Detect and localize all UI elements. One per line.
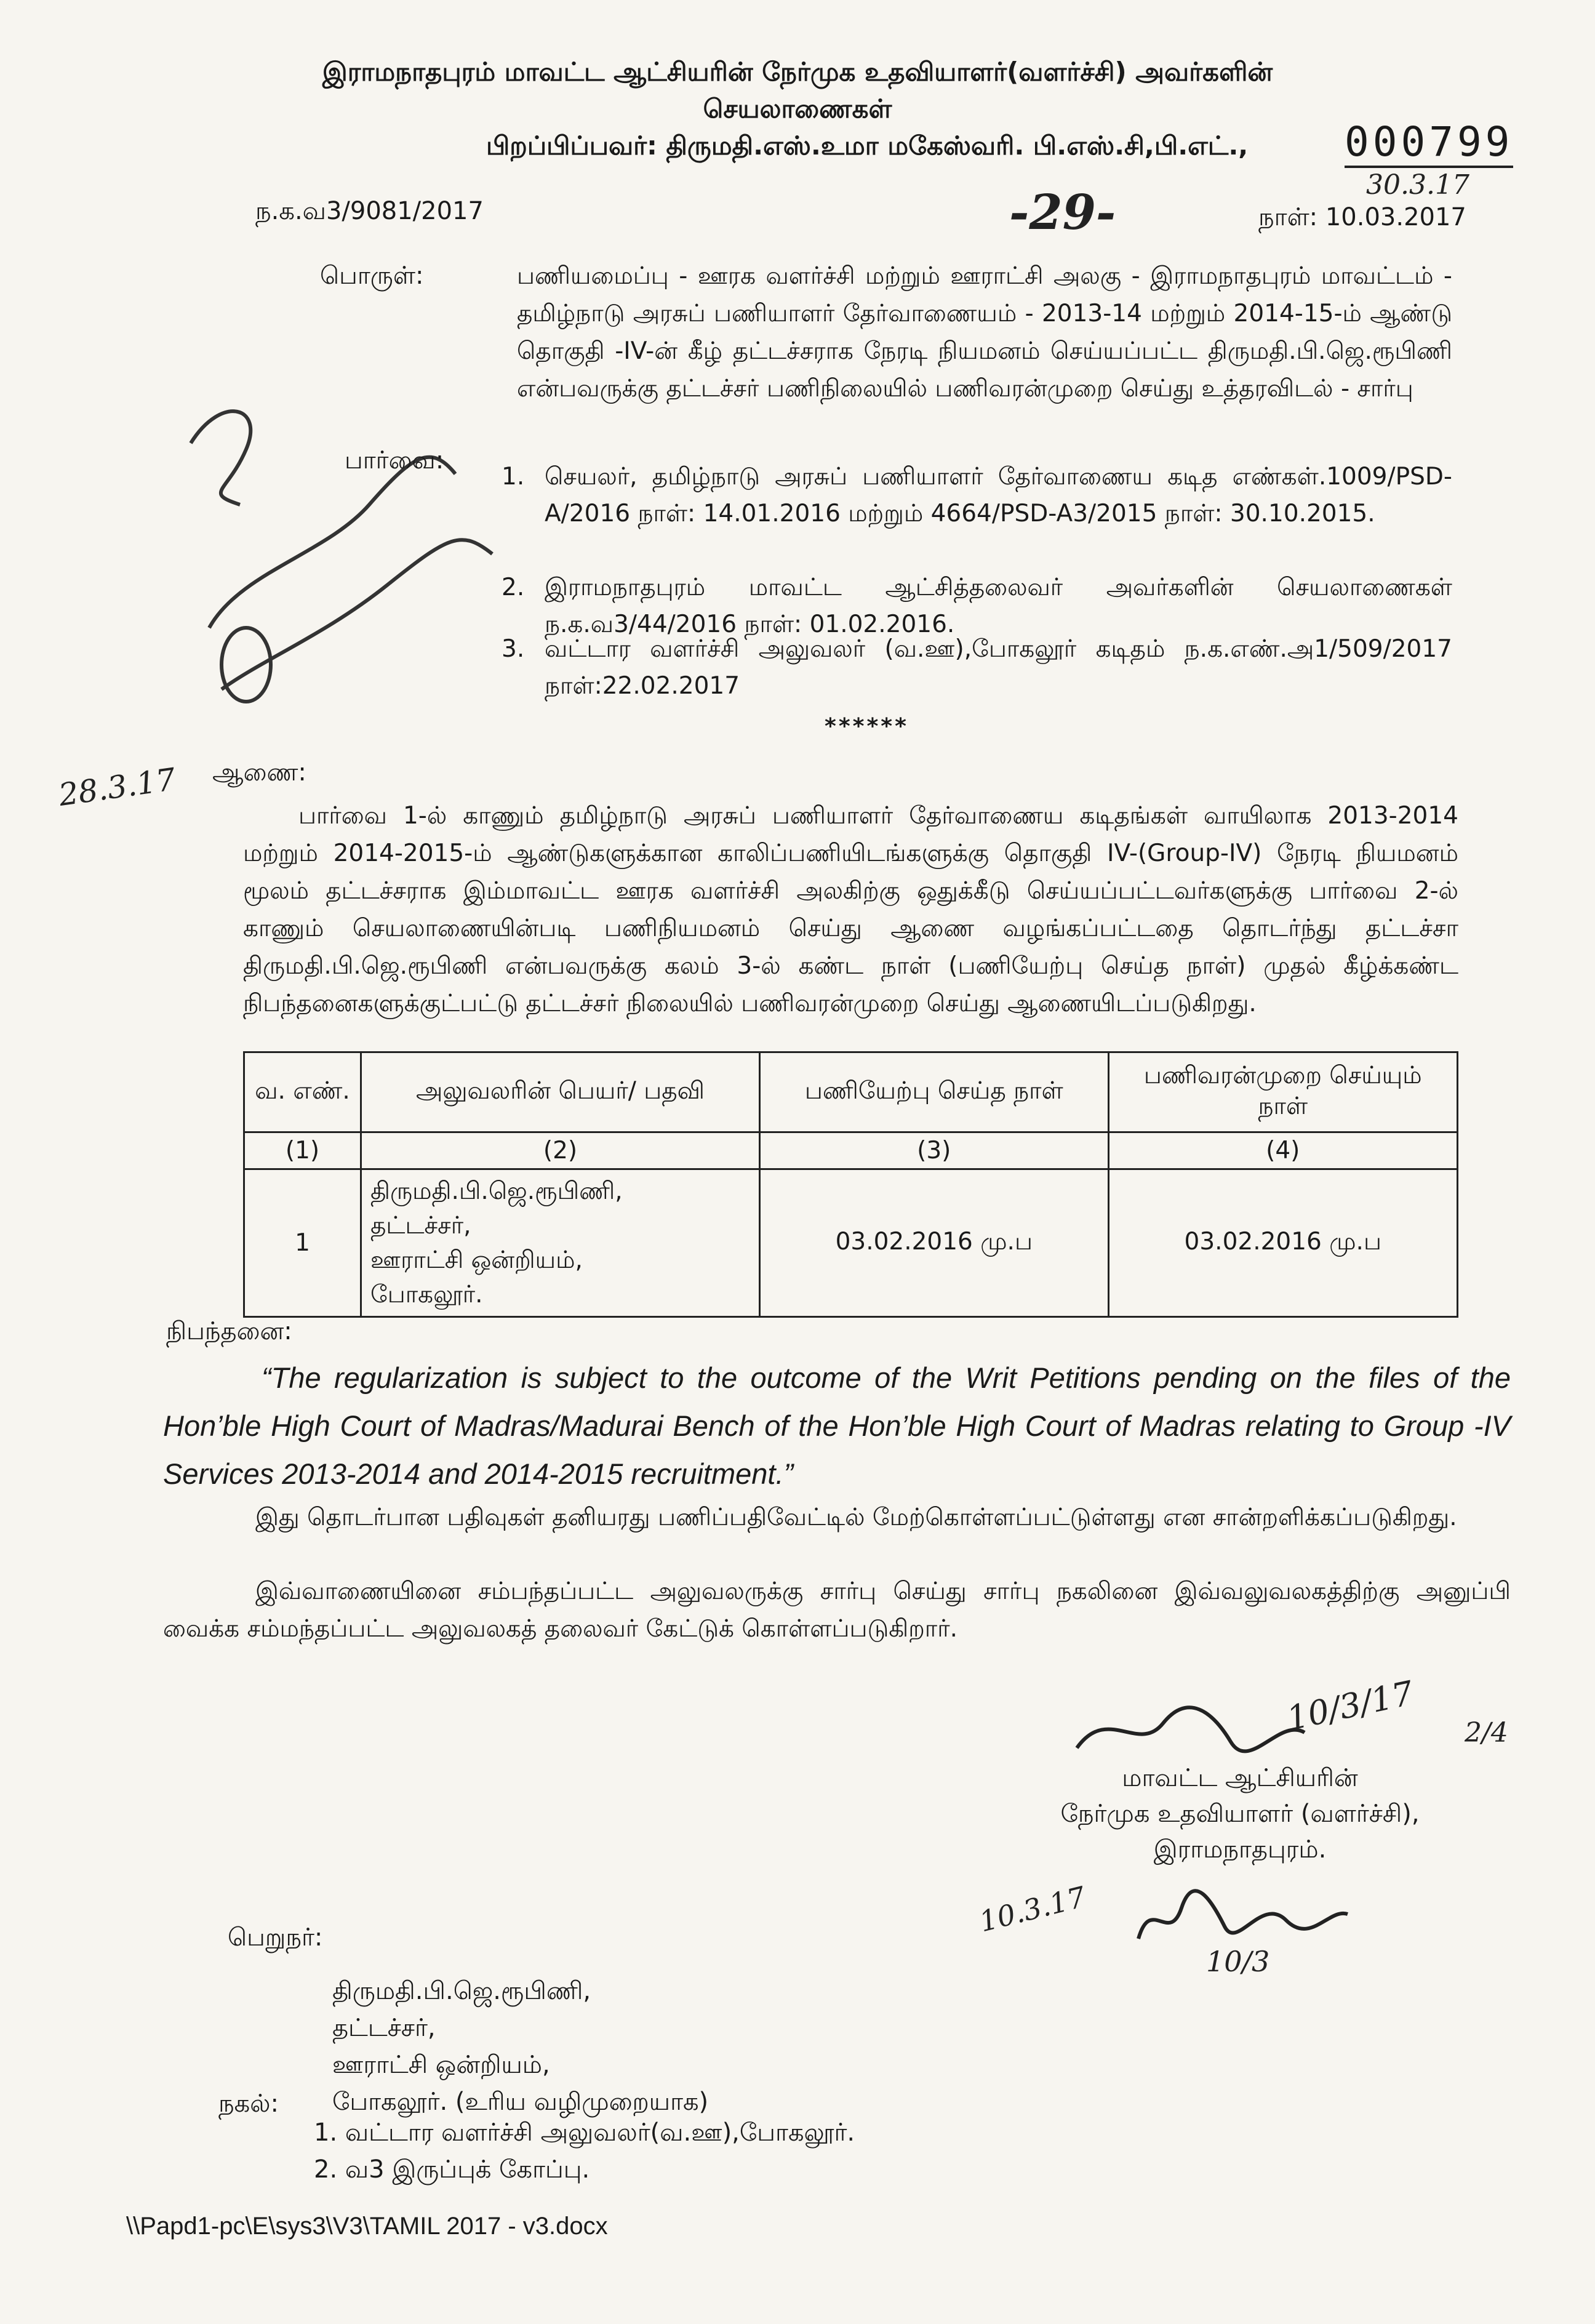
order-date: நாள்: 10.03.2017 xyxy=(1258,203,1466,231)
table-cell-sno: 1 xyxy=(244,1169,361,1317)
subject-text: பணியமைப்பு - ஊரக வளர்ச்சி மற்றும் ஊராட்சி அலகு - இராமநாதபுரம் மாவட்டம் - தமிழ்நாடு அரசுப் பணியாளர் தேர்வாணையம் - 2013-14 மற்றும் 2014-15-ம் ஆண்டு தொகுதி -IV-ன் கீழ் தட்டச்சராக நேரடி நியமனம் செய்யப்பட்ட திருமதி.பி.ஜெ.ரூபிணி என்பவருக்கு தட்டச்சர் பணிநிலையில் பணிவரன்முறை செய்து உத்தரவிடல் - சார்பு xyxy=(517,262,1452,403)
references-label: பார்வை: xyxy=(345,446,444,475)
table-colnum-4: (4) xyxy=(1108,1132,1457,1169)
name-line-4: போகலூர். xyxy=(370,1280,483,1308)
subject-label: பொருள்: xyxy=(320,262,424,290)
table-header-name: அலுவலரின் பெயர்/ பதவி xyxy=(361,1052,760,1132)
condition-english-text: “The regularization is subject to the outcome of the Writ Petitions pending on the files of the Hon’ble High Court of Madras/Madurai Bench of the Hon’ble High Court of Madras relating to Group -IV Services 2013-2014 and 2014-2015 recruitment.” xyxy=(163,1361,1511,1490)
order-hand-date: 28.3.17 xyxy=(56,761,178,813)
reference-number: ந.க.வ3/9081/2017 xyxy=(255,197,484,225)
serial-number: 000799 xyxy=(1345,118,1513,168)
table-header-sno: வ. எண். xyxy=(244,1052,361,1132)
recipient-label: பெறுநர்: xyxy=(228,1923,323,1952)
header-title-line1: இராமநாதபுரம் மாவட்ட ஆட்சியரின் நேர்முக உதவியாளர்(வளர்ச்சி) அவர்களின் xyxy=(322,57,1273,87)
reference-item-3 xyxy=(502,631,1452,705)
signature-hand-date: 10/3/17 xyxy=(1283,1673,1417,1738)
table-row xyxy=(244,1169,1458,1317)
copy-list xyxy=(314,2114,855,2188)
copy-item-2: 2. வ3 இருப்புக் கோப்பு. xyxy=(314,2155,590,2184)
condition-para-records: இது தொடர்பான பதிவுகள் தனியரது பணிப்பதிவேட்டில் மேற்கொள்ளப்பட்டுள்ளது என சான்றளிக்கப்படுகிறது. xyxy=(255,1504,1457,1531)
table-colnum-2: (2) xyxy=(361,1132,760,1169)
signature-hand-date-2: 10.3.17 xyxy=(976,1880,1089,1939)
name-line-2: தட்டச்சர், xyxy=(370,1211,471,1240)
table-header-join-date: பணியேற்பு செய்த நாள் xyxy=(760,1052,1109,1132)
initials-scribble xyxy=(1132,1883,1354,1951)
table-cell-join-date: 03.02.2016 மு.ப xyxy=(760,1169,1109,1317)
table-cell-reg-date: 03.02.2016 மு.ப xyxy=(1108,1169,1457,1317)
recipient-line-4: போகலூர். (உரிய வழிமுறையாக) xyxy=(332,2088,709,2116)
signature-line-3: இராமநாதபுரம். xyxy=(1153,1835,1327,1864)
table-colnum-1: (1) xyxy=(244,1132,361,1169)
signature-hand-date-3: 10/3 xyxy=(1206,1945,1270,1978)
reference-item-2-number: 2. xyxy=(502,574,525,601)
reference-item-2-text: இராமநாதபுரம் மாவட்ட ஆட்சித்தலைவர் அவர்களின் செயலாணைகள் ந.க.வ3/44/2016 நாள்: 01.02.2016. xyxy=(545,574,1452,638)
order-label: ஆணை: xyxy=(212,758,306,787)
recipient-line-3: ஊராட்சி ஒன்றியம், xyxy=(332,2051,550,2079)
copy-item-1: 1. வட்டார வளர்ச்சி அலுவலர்(வ.ஊ),போகலூர். xyxy=(314,2118,855,2147)
signature-block xyxy=(978,1760,1501,1867)
reference-item-1-text: செயலர், தமிழ்நாடு அரசுப் பணியாளர் தேர்வாணைய கடித எண்கள்.1009/PSD-A/2016 நாள்: 14.01.2016 மற்றும் 4664/PSD-A3/2015 நாள்: 30.10.2015. xyxy=(545,463,1452,527)
table-colnum-3: (3) xyxy=(760,1132,1109,1169)
hand-number: -29- xyxy=(1009,185,1116,241)
margin-handwriting-scribble xyxy=(166,369,511,739)
reference-item-1 xyxy=(502,459,1452,569)
recipient-line-1: திருமதி.பி.ஜெ.ரூபிணி, xyxy=(332,1977,591,2005)
name-line-1: திருமதி.பி.ஜெ.ரூபிணி, xyxy=(370,1177,623,1205)
regularization-table xyxy=(243,1051,1458,1318)
copy-label: நகல்: xyxy=(218,2090,279,2118)
header-title-line2: செயலாணைகள் xyxy=(703,94,892,124)
reference-item-1-number: 1. xyxy=(502,463,525,491)
footer-file-path: \\Papd1-pc\E\sys3\V3\TAMIL 2017 - v3.docx xyxy=(126,2213,608,2240)
name-line-3: ஊராட்சி ஒன்றியம், xyxy=(370,1246,583,1274)
recipient-line-2: தட்டச்சர், xyxy=(332,2014,436,2042)
reference-item-3-text: வட்டார வளர்ச்சி அலுவலர் (வ.ஊ),போகலூர் கடிதம் ந.க.எண்.அ1/509/2017 நாள்:22.02.2017 xyxy=(545,635,1452,700)
signature-line-1: மாவட்ட ஆட்சியரின் xyxy=(1122,1764,1358,1792)
recipient-address xyxy=(332,1973,708,2120)
order-paragraph: பார்வை 1-ல் காணும் தமிழ்நாடு அரசுப் பணியாளர் தேர்வாணைய கடிதங்கள் வாயிலாக 2013-2014 மற்றும் 2014-2015-ம் ஆண்டுகளுக்கான காலிப்பணியிடங்களுக்கு தொகுதி IV-(Group-IV) நேரடி நியமனம் மூலம் தட்டச்சராக இம்மாவட்ட ஊரக வளர்ச்சி அலகிற்கு ஒதுக்கீடு செய்யப்பட்டவர்களுக்கு பார்வை 2-ல் காணும் செயலாணையின்படி பணிநியமனம் செய்து ஆணை வழங்கப்பட்டதை தொடர்ந்து தட்டச்சா திருமதி.பி.ஜெ.ரூபிணி என்பவருக்கு கலம் 3-ல் கண்ட நாள் (பணியேற்பு செய்த நாள்) முதல் கீழ்க்கண்ட நிபந்தனைகளுக்குட்பட்டு தட்டச்சர் நிலையில் பணிவரன்முறை செய்து ஆணையிடப்படுகிறது. xyxy=(243,802,1458,1017)
serial-hand-date: 30.3.17 xyxy=(1366,169,1469,201)
signature-line-2: நேர்முக உதவியாளர் (வளர்ச்சி), xyxy=(1060,1800,1420,1828)
condition-para-request: இவ்வாணையினை சம்பந்தப்பட்ட அலுவலருக்கு சார்பு செய்து சார்பு நகலினை இவ்வலுவலகத்திற்கு அனுப்பி வைக்க சம்மந்தப்பட்ட அலுவலகத் தலைவர் கேட்டுக் கொள்ளப்படுகிறார். xyxy=(163,1577,1511,1643)
condition-label: நிபந்தனை: xyxy=(166,1317,292,1345)
table-header-reg-date: பணிவரன்முறை செய்யும் நாள் xyxy=(1108,1052,1457,1132)
signature-hand-mark: 2/4 xyxy=(1465,1717,1508,1749)
separator-stars: ****** xyxy=(825,714,909,739)
table-cell-name xyxy=(361,1169,760,1317)
reference-item-3-number: 3. xyxy=(502,635,525,663)
header-issuer: பிறப்பிப்பவர்: திருமதி.எஸ்.உமா மகேஸ்வரி. பி.எஸ்.சி,பி.எட்., xyxy=(486,130,1249,161)
